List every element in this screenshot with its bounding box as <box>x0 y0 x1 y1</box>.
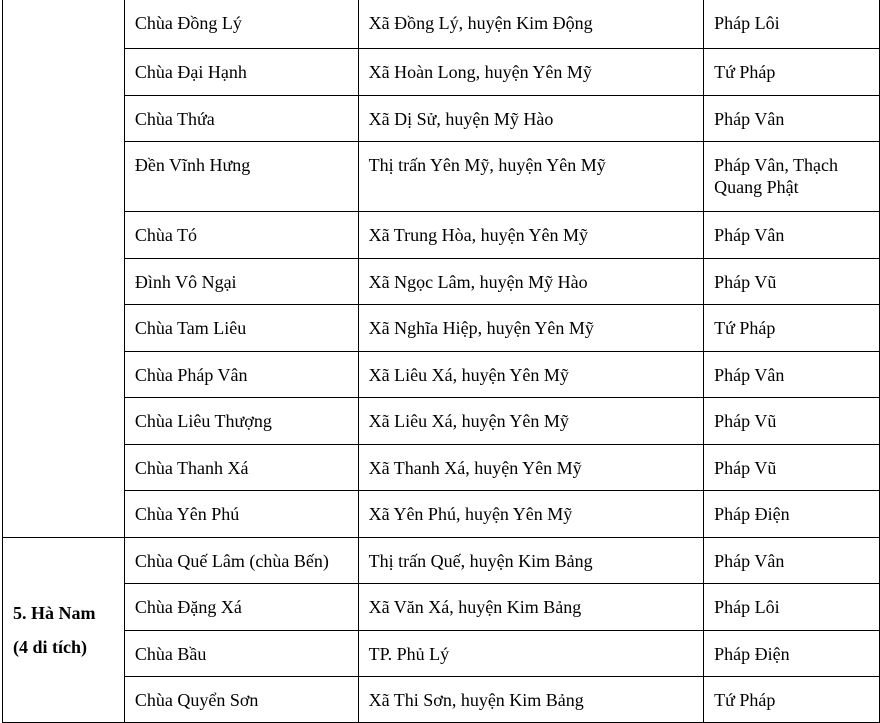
relic-deity: Tứ Pháp <box>704 676 880 722</box>
relic-location: Xã Dị Sử, huyện Mỹ Hào <box>358 95 704 141</box>
relic-deity: Pháp Vân <box>704 95 880 141</box>
relic-deity: Pháp Điện <box>704 490 880 537</box>
relic-name: Chùa Thứa <box>124 95 358 141</box>
relic-deity: Pháp Vân <box>704 537 880 583</box>
relic-deity: Pháp Vũ <box>704 444 880 490</box>
table-row <box>3 490 880 537</box>
relic-location: Xã Liêu Xá, huyện Yên Mỹ <box>358 351 704 397</box>
relic-deity: Tứ Pháp <box>704 48 880 95</box>
province-count: (4 di tích) <box>13 636 87 657</box>
relic-location: Thị trấn Quế, huyện Kim Bảng <box>358 537 704 583</box>
relic-name: Chùa Liêu Thượng <box>124 397 358 444</box>
relic-name: Chùa Đặng Xá <box>124 583 358 630</box>
province-name: 5. Hà Nam <box>13 602 96 623</box>
table-row <box>3 351 880 397</box>
relic-deity: Pháp Lôi <box>704 583 880 630</box>
table-row <box>3 95 880 141</box>
relic-name: Chùa Yên Phú <box>124 490 358 537</box>
relic-location: Xã Nghĩa Hiệp, huyện Yên Mỹ <box>358 304 704 351</box>
table-row <box>3 537 880 583</box>
relic-deity: Tứ Pháp <box>704 304 880 351</box>
table-row <box>3 211 880 258</box>
relic-location: Xã Liêu Xá, huyện Yên Mỹ <box>358 397 704 444</box>
relic-location: Xã Ngọc Lâm, huyện Mỹ Hào <box>358 258 704 304</box>
table-row <box>3 444 880 490</box>
relic-deity: Pháp Vân <box>704 351 880 397</box>
relic-name: Chùa Quyển Sơn <box>124 676 358 722</box>
table-row <box>3 48 880 95</box>
table-row <box>3 141 880 211</box>
relics-table <box>2 0 880 723</box>
relic-name: Chùa Pháp Vân <box>124 351 358 397</box>
relic-location: Xã Yên Phú, huyện Yên Mỹ <box>358 490 704 537</box>
table-row <box>3 397 880 444</box>
relic-location: Xã Thi Sơn, huyện Kim Bảng <box>358 676 704 722</box>
relic-location: TP. Phủ Lý <box>358 630 704 676</box>
table-row <box>3 304 880 351</box>
relic-location: Xã Văn Xá, huyện Kim Bảng <box>358 583 704 630</box>
relic-deity: Pháp Lôi <box>704 0 880 48</box>
table-row <box>3 258 880 304</box>
relic-location: Xã Đồng Lý, huyện Kim Động <box>358 0 704 48</box>
relic-deity: Pháp Vân <box>704 211 880 258</box>
relic-location: Xã Hoàn Long, huyện Yên Mỹ <box>358 48 704 95</box>
relic-location: Xã Thanh Xá, huyện Yên Mỹ <box>358 444 704 490</box>
province-cell-continued <box>3 0 125 537</box>
relic-location: Thị trấn Yên Mỹ, huyện Yên Mỹ <box>358 141 704 211</box>
relic-name: Chùa Thanh Xá <box>124 444 358 490</box>
table-row <box>3 0 880 48</box>
relic-deity: Pháp Vũ <box>704 397 880 444</box>
table-body <box>3 0 880 722</box>
relic-name: Chùa Tó <box>124 211 358 258</box>
table-row <box>3 583 880 630</box>
relic-name: Đền Vĩnh Hưng <box>124 141 358 211</box>
relic-deity: Pháp Điện <box>704 630 880 676</box>
relic-name: Chùa Quế Lâm (chùa Bến) <box>124 537 358 583</box>
relic-name: Chùa Đại Hạnh <box>124 48 358 95</box>
province-cell <box>3 537 125 722</box>
relic-name: Đình Vô Ngại <box>124 258 358 304</box>
relic-name: Chùa Tam Liêu <box>124 304 358 351</box>
relic-deity: Pháp Vân, Thạch Quang Phật <box>704 141 880 211</box>
relic-name: Chùa Đồng Lý <box>124 0 358 48</box>
table-row <box>3 676 880 722</box>
relic-deity: Pháp Vũ <box>704 258 880 304</box>
table-row <box>3 630 880 676</box>
relic-location: Xã Trung Hòa, huyện Yên Mỹ <box>358 211 704 258</box>
relic-name: Chùa Bầu <box>124 630 358 676</box>
